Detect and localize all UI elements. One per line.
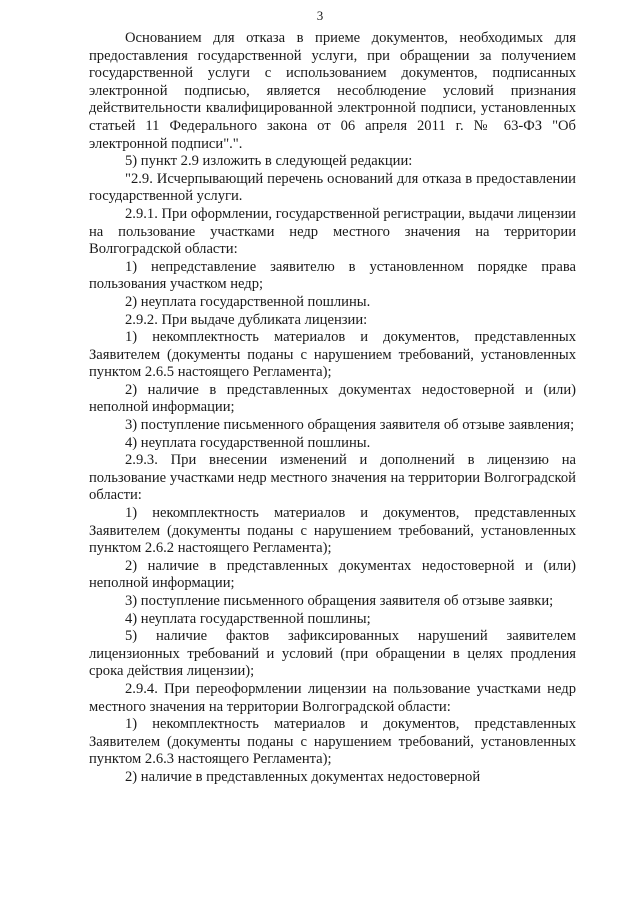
paragraph: "2.9. Исчерпывающий перечень оснований для отказа в предоставлении государственной услуги. — [89, 170, 576, 205]
paragraph: 3) поступление письменного обращения заявителя об отзыве заявки; — [125, 593, 554, 609]
paragraph: 1) некомплектность материалов и документов, представленных Заявителем (документы поданы с нарушением требований, установленных пунктом 2.6.5 настоящего Регламента); — [89, 329, 576, 381]
paragraph: 2.9.2. При выдаче дубликата лицензии: — [125, 311, 368, 328]
paragraph: 2.9.3. При внесении изменений и дополнений в лицензию на пользование участками недр местного значения на территории Волгоградской области: — [89, 452, 576, 504]
paragraph: 5) наличие фактов зафиксированных нарушений заявителем лицензионных требований и условий (при обращении в целях продления срока действия лицензии); — [89, 628, 576, 680]
document-body — [89, 30, 576, 787]
paragraph: 5) пункт 2.9 изложить в следующей редакции: — [125, 153, 413, 170]
paragraph: Основанием для отказа в приеме документов, необходимых для предоставления государственной услуги, при обращении за получением государственной услуги с использованием документов, подписанных электронной подписью, является несоблюдение условий признания действительности квалифицированной электронной подписи, установленных статьей 11 Федерального закона от 06 апреля 2011 г. № 63-ФЗ "Об электронной подписи".". — [89, 30, 576, 152]
paragraph: 3) поступление письменного обращения заявителя об отзыве заявления; — [125, 417, 575, 434]
paragraph: 2) наличие в представленных документах недостоверной — [125, 768, 481, 785]
paragraph: 2) неуплата государственной пошлины. — [125, 293, 371, 310]
paragraph: 1) некомплектность материалов и документов, представленных Заявителем (документы поданы с нарушением требований, установленных пунктом 2.6.2 настоящего Регламента); — [89, 505, 576, 557]
paragraph: 1) непредставление заявителю в установленном порядке права пользования участком недр; — [89, 258, 576, 293]
paragraph: 2) наличие в представленных документах недостоверной и (или) неполной информации; — [89, 557, 576, 592]
paragraph: 2) наличие в представленных документах недостоверной и (или) неполной информации; — [89, 381, 576, 416]
paragraph: 2.9.4. При переоформлении лицензии на пользование участками недр местного значения на территории Волгоградской области: — [89, 680, 576, 715]
paragraph: 2.9.1. При оформлении, государственной регистрации, выдачи лицензии на пользование участками недр местного значения на территории Волгоградской области: — [89, 205, 576, 258]
paragraph: 4) неуплата государственной пошлины. — [125, 434, 371, 451]
page-number: 3 — [316, 8, 324, 23]
paragraph: 4) неуплата государственной пошлины; — [125, 610, 371, 627]
paragraph: 1) некомплектность материалов и документов, представленных Заявителем (документы поданы с нарушением требований, установленных пунктом 2.6.3 настоящего Регламента); — [89, 716, 576, 768]
